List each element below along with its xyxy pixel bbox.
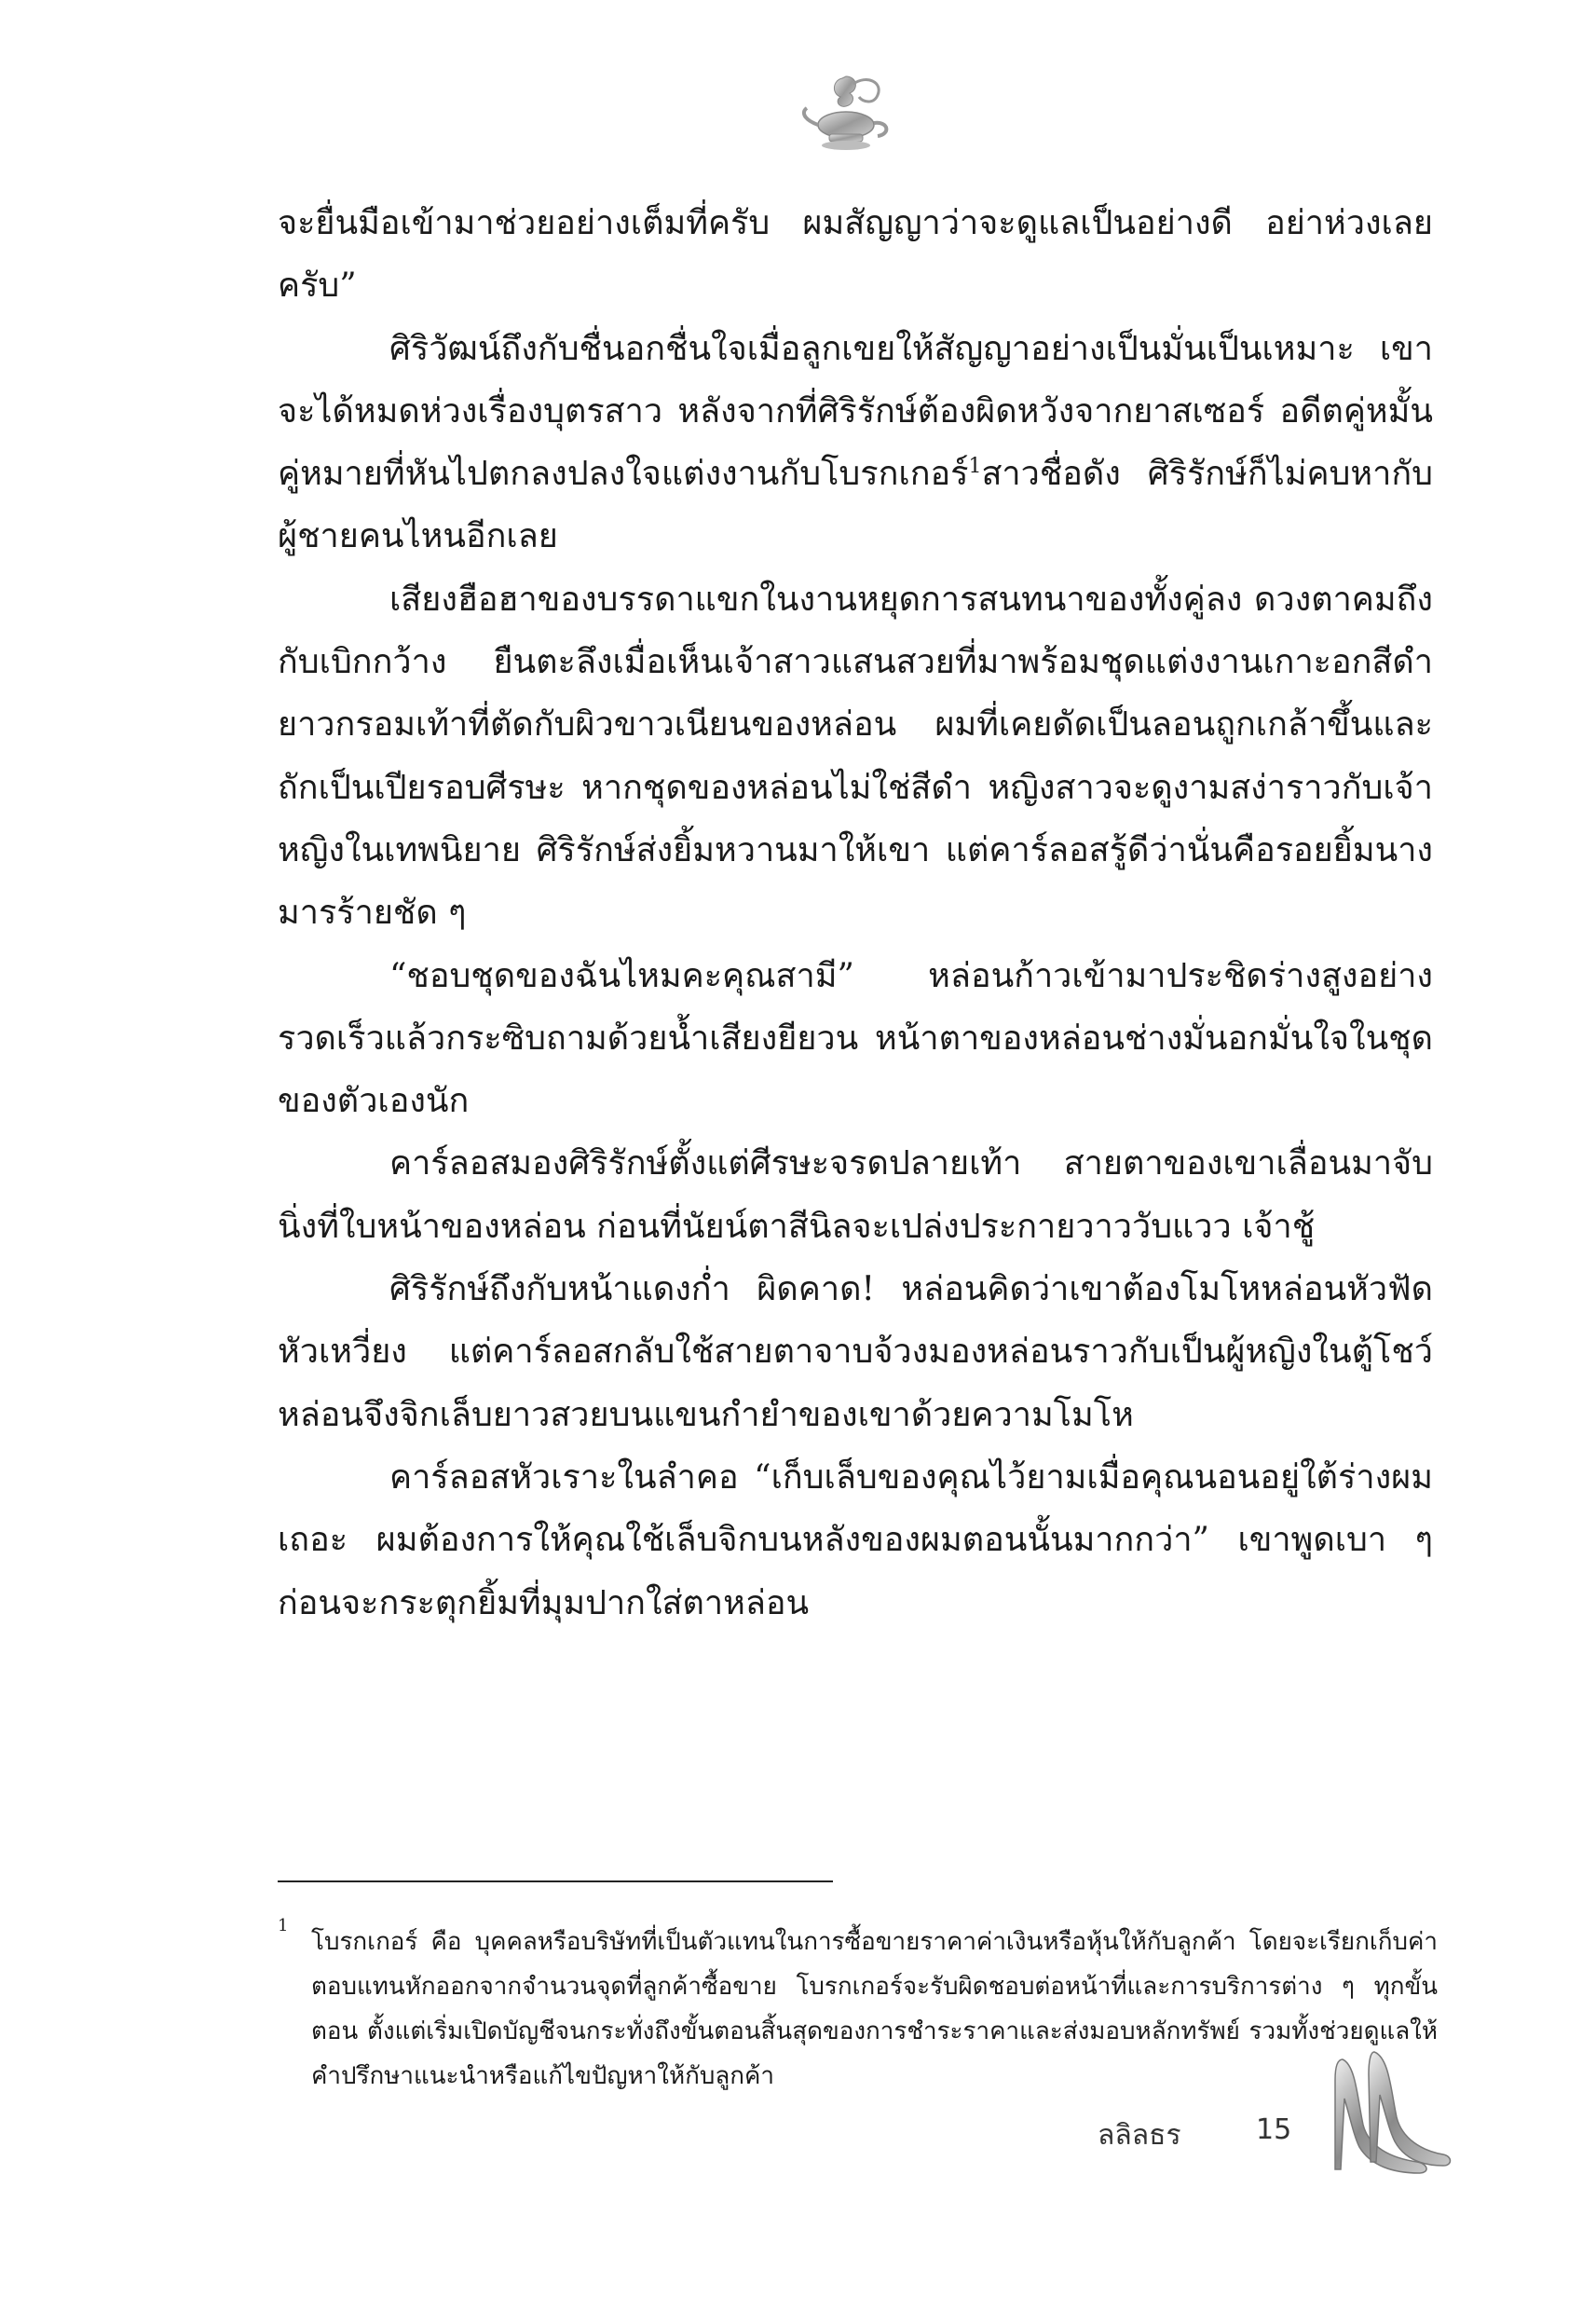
author-name: ลลิลธร xyxy=(1098,2119,1181,2152)
teapot-ornament-icon xyxy=(798,65,900,168)
footnote-text: โบรกเกอร์ คือ บุคคลหรือบริษัทที่เป็นตัวแทนในการซื้อขายราคาค่าเงินหรือหุ้นให้กับลูกค้า โดยจะเรียกเก็บค่าตอบแทนหักออกจากจำนวนจุดที่ลูกค้าซื้อขาย โบรกเกอร์จะรับผิดชอบต่อหน้าที่และการบริการต่าง ๆ ทุกขั้นตอน ตั้งแต่เริ่มเปิดบัญชีจนกระทั่งถึงขั้นตอนสิ้นสุดของการชำระราคาและส่งมอบหลักทรัพย์ รวมทั้งช่วยดูแลให้คำปรึกษาแนะนำหรือแก้ไขปัญหาให้กับลูกค้า xyxy=(311,1928,1438,2090)
body-text xyxy=(278,192,1433,1634)
paragraph: คาร์ลอสมองศิริรักษ์ตั้งแต่ศีรษะจรดปลายเท้า สายตาของเขาเลื่อนมาจับนิ่งที่ใบหน้าของหล่อน ก่อนที่นัยน์ตาสีนิลจะเปล่งประกายวาววับแวว เจ้าชู้ xyxy=(278,1144,1433,1246)
paragraph: ศิริรักษ์ถึงกับหน้าแดงก่ำ ผิดคาด! หล่อนคิดว่าเขาต้องโมโหหล่อนหัวฟัดหัวเหวี่ยง แต่คาร์ลอสกลับใช้สายตาจาบจ้วงมองหล่อนราวกับเป็นผู้หญิงในตู้โชว์ หล่อนจึงจิกเล็บยาวสวยบนแขนกำยำของเขาด้วยความโมโห xyxy=(278,1270,1433,1434)
footnote-marker: 1 xyxy=(278,1916,289,1935)
paragraph: จะยื่นมือเข้ามาช่วยอย่างเต็มที่ครับ ผมสัญญาว่าจะดูแลเป็นอย่างดี อย่าห่วงเลยครับ” xyxy=(278,204,1433,306)
paragraph: เสียงฮือฮาของบรรดาแขกในงานหยุดการสนทนาของทั้งคู่ลง ดวงตาคมถึงกับเบิกกว้าง ยืนตะลึงเมื่อเห็นเจ้าสาวแสนสวยที่มาพร้อมชุดแต่งงานเกาะอกสีดำยาวกรอมเท้าที่ตัดกับผิวขาวเนียนของหล่อน ผมที่เคยดัดเป็นลอนถูกเกล้าขึ้นและถักเป็นเปียรอบศีรษะ หากชุดของหล่อนไม่ใช่สีดำ หญิงสาวจะดูงามสง่าราวกับเจ้าหญิงในเทพนิยาย ศิริรักษ์ส่งยิ้มหวานมาให้เขา แต่คาร์ลอสรู้ดีว่านั่นคือรอยยิ้มนางมารร้ายชัด ๆ xyxy=(278,580,1433,933)
paragraph: “ชอบชุดของฉันไหมคะคุณสามี” หล่อนก้าวเข้ามาประชิดร่างสูงอย่างรวดเร็วแล้วกระซิบถามด้วยน้ำเสียงยียวน หน้าตาของหล่อนช่างมั่นอกมั่นใจในชุดของตัวเองนัก xyxy=(278,956,1433,1121)
paragraph xyxy=(278,318,1433,568)
footnote-divider xyxy=(278,1880,833,1882)
page-number: 15 xyxy=(1256,2113,1292,2146)
paragraph-text: สาวชื่อดัง ศิริรักษ์ก็ไม่คบหากับผู้ชายคนไหนอีกเลย xyxy=(278,455,1433,556)
paragraph-text: ศิริวัฒน์ถึงกับชื่นอกชื่นใจเมื่อลูกเขยให้สัญญาอย่างเป็นมั่นเป็นเหมาะ เขาจะได้หมดห่วงเรื่องบุตรสาว หลังจากที่ศิริรักษ์ต้องผิดหวังจากยาสเซอร์ อดีตคู่หมั้นคู่หมายที่หันไปตกลงปลงใจแต่งงานกับโบรกเกอร์ xyxy=(278,329,1433,494)
high-heel-shoes-icon xyxy=(1316,2043,1456,2182)
footnote xyxy=(278,1916,1438,2099)
paragraph: คาร์ลอสหัวเราะในลำคอ “เก็บเล็บของคุณไว้ยามเมื่อคุณนอนอยู่ใต้ร่างผมเถอะ ผมต้องการให้คุณใช้เล็บจิกบนหลังของผมตอนนั้นมากกว่า” เขาพูดเบา ๆ ก่อนจะกระตุกยิ้มที่มุมปากใส่ตาหล่อน xyxy=(278,1457,1433,1622)
footnote-reference: 1 xyxy=(968,455,982,479)
